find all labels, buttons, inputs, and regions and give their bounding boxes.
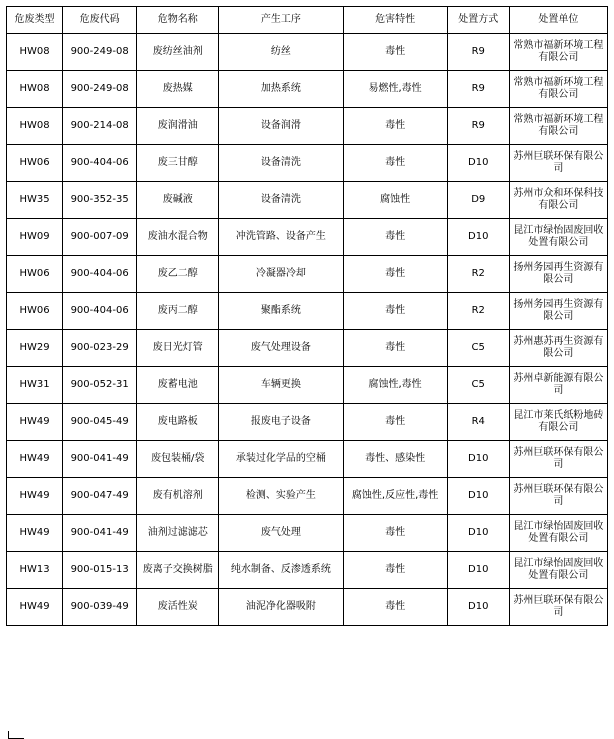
table-header-row [7,7,608,34]
cell-process: 冲洗管路、设备产生 [219,219,343,256]
cell-waste-name: 废有机溶剂 [137,478,219,515]
cell-waste-code: 900-249-08 [63,71,137,108]
cell-hazard: 毒性 [343,404,447,441]
cell-disposal: D10 [447,589,509,626]
cell-waste-name: 废电路板 [137,404,219,441]
cell-waste-code: 900-015-13 [63,552,137,589]
cell-waste-code: 900-041-49 [63,515,137,552]
cell-disposal: R9 [447,34,509,71]
cell-disposal: R9 [447,71,509,108]
cell-process: 加热系统 [219,71,343,108]
header-waste-type: 危废类型 [7,7,63,34]
cell-waste-name: 废纺丝油剂 [137,34,219,71]
cell-unit: 苏州巨联环保有限公司 [509,589,607,626]
table-header [7,7,608,34]
cell-process: 车辆更换 [219,367,343,404]
cell-unit: 昆江市绿怡固废回收处置有限公司 [509,219,607,256]
table-row [7,219,608,256]
header-waste-code: 危废代码 [63,7,137,34]
cell-unit: 苏州巨联环保有限公司 [509,478,607,515]
table-row [7,589,608,626]
cell-unit: 苏州市众和环保科技有限公司 [509,182,607,219]
cell-waste-code: 900-404-06 [63,256,137,293]
cell-waste-code: 900-052-31 [63,367,137,404]
cell-unit: 常熟市福新环境工程有限公司 [509,34,607,71]
cell-waste-name: 废三甘醇 [137,145,219,182]
table-row [7,256,608,293]
cell-process: 设备清洗 [219,182,343,219]
cell-unit: 昆江市莱氏纸粉地砖有限公司 [509,404,607,441]
cell-waste-type: HW31 [7,367,63,404]
cell-process: 承装过化学品的空桶 [219,441,343,478]
cell-waste-code: 900-249-08 [63,34,137,71]
cell-hazard: 毒性 [343,589,447,626]
header-hazard-characteristic: 危害特性 [343,7,447,34]
table-row [7,367,608,404]
table-row [7,293,608,330]
cell-disposal: D10 [447,478,509,515]
cell-waste-type: HW29 [7,330,63,367]
cell-waste-code: 900-404-06 [63,293,137,330]
cell-waste-name: 废热媒 [137,71,219,108]
cell-waste-name: 废日光灯管 [137,330,219,367]
cell-unit: 苏州惠苏再生资源有限公司 [509,330,607,367]
cell-disposal: D10 [447,552,509,589]
cell-waste-type: HW35 [7,182,63,219]
cell-process: 检测、实验产生 [219,478,343,515]
cell-hazard: 腐蚀性 [343,182,447,219]
cell-unit: 扬州务园再生资源有限公司 [509,293,607,330]
cell-waste-code: 900-404-06 [63,145,137,182]
cell-unit: 苏州巨联环保有限公司 [509,441,607,478]
cell-process: 聚酯系统 [219,293,343,330]
cell-process: 设备清洗 [219,145,343,182]
cell-waste-type: HW06 [7,256,63,293]
cell-waste-code: 900-045-49 [63,404,137,441]
cell-process: 纯水制备、反渗透系统 [219,552,343,589]
cell-hazard: 毒性 [343,330,447,367]
cell-hazard: 毒性 [343,219,447,256]
cell-process: 纺丝 [219,34,343,71]
cell-unit: 昆江市绿怡固废回收处置有限公司 [509,515,607,552]
cell-hazard: 毒性 [343,145,447,182]
cell-waste-code: 900-023-29 [63,330,137,367]
cell-process: 废气处理设备 [219,330,343,367]
cell-process: 废气处理 [219,515,343,552]
cell-waste-code: 900-214-08 [63,108,137,145]
cell-hazard: 毒性 [343,552,447,589]
table-row [7,71,608,108]
cell-hazard: 腐蚀性,毒性 [343,367,447,404]
cell-process: 冷凝器冷却 [219,256,343,293]
table-row [7,441,608,478]
cell-hazard: 毒性、感染性 [343,441,447,478]
cell-waste-name: 废乙二醇 [137,256,219,293]
cell-waste-type: HW06 [7,145,63,182]
cell-unit: 苏州卓新能源有限公司 [509,367,607,404]
cell-process: 油泥净化器吸附 [219,589,343,626]
cell-waste-type: HW06 [7,293,63,330]
cell-process: 设备润滑 [219,108,343,145]
cell-hazard: 毒性 [343,34,447,71]
cell-unit: 昆江市绿怡固废回收处置有限公司 [509,552,607,589]
cell-waste-type: HW49 [7,441,63,478]
cell-waste-code: 900-039-49 [63,589,137,626]
cell-waste-name: 废润滑油 [137,108,219,145]
cell-waste-type: HW09 [7,219,63,256]
table-row [7,34,608,71]
header-disposal-method: 处置方式 [447,7,509,34]
cell-unit: 常熟市福新环境工程有限公司 [509,108,607,145]
cell-waste-type: HW49 [7,478,63,515]
cell-waste-type: HW49 [7,589,63,626]
cell-waste-type: HW49 [7,404,63,441]
cell-disposal: D10 [447,145,509,182]
cell-disposal: D9 [447,182,509,219]
cell-waste-code: 900-352-35 [63,182,137,219]
cell-waste-type: HW13 [7,552,63,589]
cell-disposal: D10 [447,441,509,478]
table-row [7,478,608,515]
page-corner-mark [8,731,24,739]
table-row [7,330,608,367]
cell-waste-name: 废活性炭 [137,589,219,626]
cell-waste-name: 废碱液 [137,182,219,219]
cell-process: 报废电子设备 [219,404,343,441]
table-body [7,34,608,626]
cell-disposal: C5 [447,367,509,404]
cell-waste-code: 900-047-49 [63,478,137,515]
cell-waste-code: 900-007-09 [63,219,137,256]
cell-waste-type: HW08 [7,71,63,108]
cell-hazard: 毒性 [343,293,447,330]
table-row [7,515,608,552]
cell-unit: 扬州务园再生资源有限公司 [509,256,607,293]
cell-hazard: 腐蚀性,反应性,毒性 [343,478,447,515]
table-row [7,108,608,145]
cell-waste-name: 油剂过滤滤芯 [137,515,219,552]
cell-hazard: 毒性 [343,515,447,552]
cell-disposal: C5 [447,330,509,367]
table-row [7,552,608,589]
cell-disposal: R2 [447,256,509,293]
cell-waste-name: 废油水混合物 [137,219,219,256]
header-process: 产生工序 [219,7,343,34]
cell-disposal: R2 [447,293,509,330]
cell-unit: 常熟市福新环境工程有限公司 [509,71,607,108]
cell-unit: 苏州巨联环保有限公司 [509,145,607,182]
cell-waste-name: 废离子交换树脂 [137,552,219,589]
cell-hazard: 毒性 [343,108,447,145]
cell-waste-type: HW08 [7,108,63,145]
header-waste-name: 危物名称 [137,7,219,34]
cell-waste-name: 废包装桶/袋 [137,441,219,478]
cell-waste-type: HW08 [7,34,63,71]
cell-disposal: R4 [447,404,509,441]
hazardous-waste-table [6,6,608,626]
cell-waste-name: 废丙二醇 [137,293,219,330]
cell-waste-name: 废蓄电池 [137,367,219,404]
table-row [7,182,608,219]
cell-waste-code: 900-041-49 [63,441,137,478]
header-disposal-unit: 处置单位 [509,7,607,34]
cell-hazard: 易燃性,毒性 [343,71,447,108]
cell-waste-type: HW49 [7,515,63,552]
cell-disposal: R9 [447,108,509,145]
cell-disposal: D10 [447,219,509,256]
cell-hazard: 毒性 [343,256,447,293]
table-row [7,404,608,441]
cell-disposal: D10 [447,515,509,552]
table-row [7,145,608,182]
